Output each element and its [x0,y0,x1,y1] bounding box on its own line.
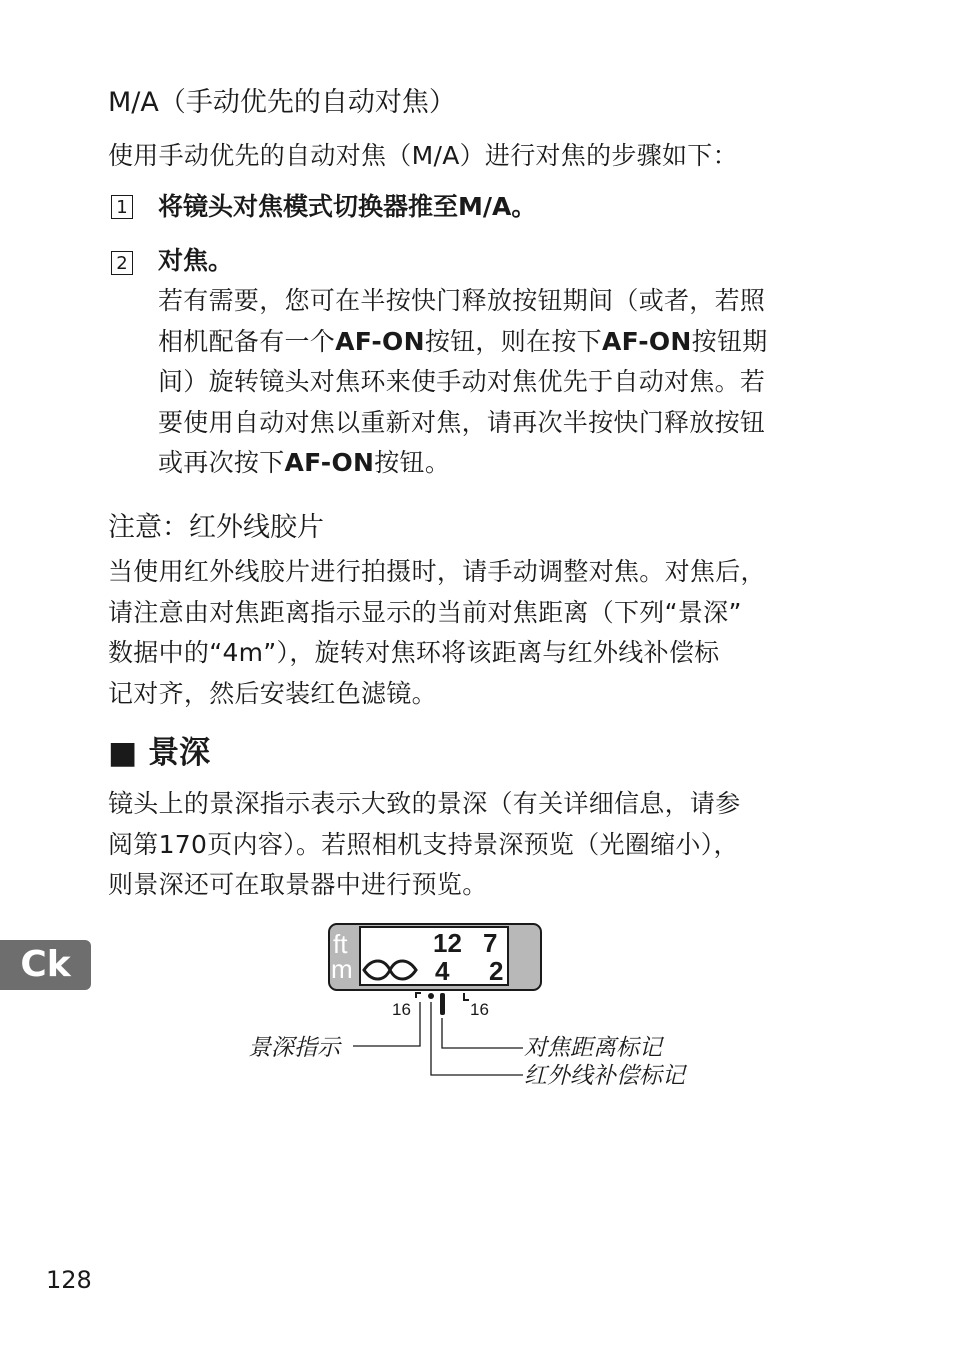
step-2-body [158,281,858,484]
ir-mark-dot [428,993,434,999]
step-2-line: 间）旋转镜头对焦环来使手动对焦优先于自动对焦。若 [158,367,766,396]
dof-left-mark [416,993,421,998]
label-ir-mark: 红外线补偿标记 [524,1063,685,1089]
note-line: 当使用红外线胶片进行拍摄时，请手动调整对焦。对焦后， [108,557,766,586]
note-line: 记对齐，然后安装红色滤镜。 [108,678,437,708]
page-number: 128 [46,1266,92,1294]
step-2-line: 相机配备有一个AF-ON按钮，则在按下AF-ON按钮期 [158,326,768,356]
note-line: 数据中的“4m”），旋转对焦环将该距离与红外线补偿标 [108,638,720,667]
step-2-line: 若有需要，您可在半按快门释放按钮期间（或者，若照 [158,286,766,315]
m-value: 4 [435,956,450,986]
step-2 [111,251,133,275]
step-2-line: 或再次按下AF-ON按钮。 [158,448,451,477]
language-tab: Ck [0,940,91,990]
af-on-label: AF-ON [601,326,692,356]
section-intro: 使用手动优先的自动对焦（M/A）进行对焦的步骤如下： [108,141,738,170]
label-dof-scale: 景深指示 [248,1035,340,1061]
unit-m: m [331,954,353,984]
label-focus-mark: 对焦距离标记 [524,1035,662,1061]
dof-line: 阅第170页内容）。若照相机支持景深预览（光圈缩小）， [108,829,739,859]
note-title: 注意：红外线胶片 [108,512,324,543]
unit-ft: ft [333,929,348,959]
focus-index-mark [440,993,445,1015]
dof-line: 则景深还可在取景器中进行预览。 [108,870,488,899]
dof-title: ■ 景深 [108,735,211,771]
dof-line: 镜头上的景深指示表示大致的景深（有关详细信息，请参 [108,789,741,818]
step-1-title: 将镜头对焦模式切换器推至M/A。 [158,192,537,221]
dof-body [108,784,853,906]
note-line: 请注意由对焦距离指示显示的当前对焦距离（下列“景深” [108,597,742,627]
section-title-ma: M/A（手动优先的自动对焦） [108,87,456,118]
m-value: 2 [489,956,504,986]
step-2-line: 要使用自动对焦以重新对焦，请再次半按快门释放按钮 [158,407,766,437]
step-number: 2 [111,251,133,275]
af-on-label: AF-ON [335,326,425,356]
step-2-title: 对焦。 [158,246,234,275]
note-body [108,552,853,714]
focus-leader-line [442,1018,523,1048]
ft-value: 7 [483,928,498,958]
step-1 [111,195,133,219]
af-on-label: AF-ON [284,448,375,477]
scale-right-number: 16 [470,1000,489,1019]
scale-left-number: 16 [392,1000,411,1019]
dof-right-mark [464,993,469,1000]
ft-value: 12 [433,928,462,958]
step-number: 1 [111,195,133,219]
